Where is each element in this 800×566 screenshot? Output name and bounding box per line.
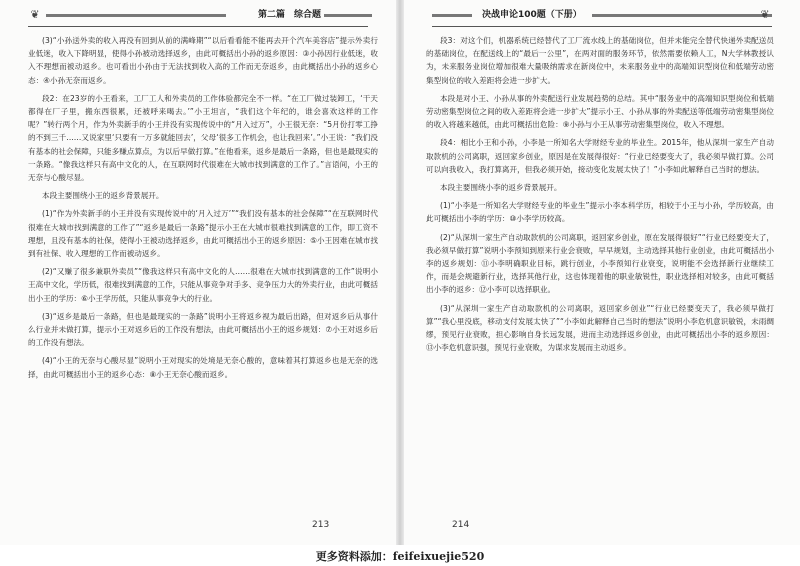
paragraph: 段4：相比小王和小孙，小李是一所知名大学财经专业的毕业生。2015年，他从深圳一家生产自动取款机的公司离职，返回家乡创业，原因是在发展得很好：“行业已经要变大了，我必须早做打算。公司可以向我收入，我打算离开，但我必须开始，接动变化发展太快了！”小李如此解释自己当时的想法。: [426, 138, 774, 174]
footer-note: 更多资料添加：feifeixuejie520: [315, 550, 485, 563]
header-bar: [432, 14, 472, 17]
header-bar: [324, 14, 372, 17]
leaf-ornament-icon: ❦: [760, 8, 770, 21]
paragraph: (1)“作为外卖新手的小王并没有实现传说中的‘月入过万’”“我们没有基本的社会保障”“在互联网时代很难在大城市找到满意的工作了”“返乡是最后一条路”提示小王在大城市很难找到满意的工作，即工资不理想，且没有基本的社保，使得小王被动选择返乡，由此可概括出小王的返乡原因：⑤小王因难在城市找到有社保、收入理想的工作而被动返乡。: [28, 209, 378, 259]
paragraph: 段2：在23岁的小王看来，工厂工人和外卖员的工作体验都完全不一样。“在工厂做过装卸工，‘干天都得在厂子里，搬东西很累，还被呼来喝去。’”小王坦言，“我们这个年纪的，谁会喜欢这样的工作呢？”转行两个月，作为外卖新手的小王并没有实现传说中的“月入过万”，小王很无奈：“5月份打零工挣的不到三千……又说家里‘只要有一万多就能回去’，父母‘很多工作机会，也让我回来’。”小王说：“我们没有基本的社会保障，只能多赚点算点，为以后早做打算。”在他看来，返乡是最后一条路，但也是最现实的一条路。“像我这样只有高中文化的人，在互联网时代很难在大城市找到满意的工作了。”言语间，小王的无奈与心酸尽显。: [28, 93, 378, 183]
paragraph: (3)“返乡是最后一条路，但也是最现实的一条路”说明小王将返乡视为最后出路，但对返乡后从事什么行业并未做打算，提示小王对返乡后的工作没有想法，由此可概括出小王的返乡规划：⑦小王对返乡后的工作没有想法。: [28, 311, 378, 348]
page-number: 214: [452, 520, 470, 530]
paragraph: (1)“小李是一所知名大学财经专业的毕业生”提示小李本科学历，相较于小王与小孙，学历较高，由此可概括出小李的学历：⑩小李学历较高。: [426, 201, 774, 224]
page-number: 213: [312, 520, 330, 530]
paragraph: (3)“小孙送外卖的收入再没有回到从前的满峰期”“以后看看能不能再去开个汽车美容店”提示外卖行业低迷，收入下降明显，使得小孙被动选择返乡，由此可概括出小孙的返乡原因：③小孙因行业低迷，收入不理想而被动返乡。也可看出小孙由于无法找到收入高的工作而无奈返乡，由此概括出小孙的返乡心态：④小孙无奈而返乡。: [28, 36, 378, 85]
right-page-header: [432, 8, 772, 27]
paragraph: 本段主要围绕小王的返乡背景展开。: [42, 191, 164, 201]
paragraph: (4)“小王的无奈与心酸尽显”说明小王对现实的处境是无奈心酸的，意味着其打算返乡也是无奈的选择，由此可概括出小王的返乡心态：⑧小王无奈心酸而返乡。: [28, 356, 378, 379]
paragraph: 本段是对小王、小孙从事的外卖配送行业发展趋势的总结。其中“服务业中的高端知识型岗位和低端劳动密集型岗位之间的收入差距将会进一步扩大”提示小王、小孙从事的外卖配送等低端劳动密集型岗位的收入将越来越低，由此可概括出危险：⑨小孙与小王从事劳动密集型岗位，收入不理想。: [426, 93, 774, 130]
book-title: 决战申论100题（下册）: [482, 10, 582, 20]
paragraph: (3)“从深圳一家生产自动取款机的公司离职，返回家乡创业”“行业已经要变天了，我必须早做打算”“我心里没底，移动支付发展太快了”“小李如此解释自己当时的想法”说明小李危机意识敏锐，未雨绸缪，预见行业衰败，担心影响自身长远发展，进而主动选择返乡创业，由此可概括出小李的返乡原因：⑬小李危机意识强，预见行业衰败，为谋求发展而主动返乡。: [426, 303, 774, 353]
paragraph: (2)“从深圳一家生产自动取款机的公司离职，返回家乡创业，原在发展得很好”“行业已经要变大了，我必须早做打算”说明小李预知到原来行业会衰败，早早规划，主动选择其他行业创业，由此可概括出小李的返乡规划：⑪小李明确职业目标，跳行创业，小李预知行业衰变，说明能不会选择新行业继续工作，而是会规避新行业，选择其他行业，这也体现着他的职业敏锐性，职业选择相对较多，由此可概括出小李的返乡：⑫小李可以选择职业。: [426, 232, 774, 295]
header-bar: [592, 14, 772, 17]
section-title: 第二篇 综合题: [258, 10, 322, 20]
right-page-body: [426, 34, 774, 359]
right-page: [404, 0, 800, 545]
left-page-body: [28, 34, 378, 386]
left-page-header: [28, 8, 368, 27]
paragraph: (2)“又赚了很多兼职外卖员”“像我这样只有高中文化的人……很难在大城市找到满意的工作”说明小王高中文化，学历低，很难找到满意的工作，只能从事竞争对手多、竞争压力大的外卖行业，由此可概括出小王的学历：⑥小王学历低，只能从事竞争大的行业。: [28, 267, 378, 303]
paragraph: 本段主要围绕小李的返乡背景展开。: [440, 183, 562, 193]
paragraph: 段3：对这个们，机器系统已经替代了工厂流水线上的基础岗位，但并未能完全替代快递外卖配送员的基础岗位，在配送线上的“最后一公里”，在两对面的服务环节，依然需要依赖人工，N大学林教授认为，未来服务业岗位增加很难大量吸纳需求在新岗位中，未来服务业中的高端知识型岗位和低端劳动密集型岗位的收入差距将会进一步扩大。: [426, 36, 774, 85]
leaf-ornament-icon: ❦: [30, 8, 40, 21]
book-spine: [396, 0, 404, 545]
left-page: [0, 0, 396, 545]
header-bar: [46, 14, 226, 17]
